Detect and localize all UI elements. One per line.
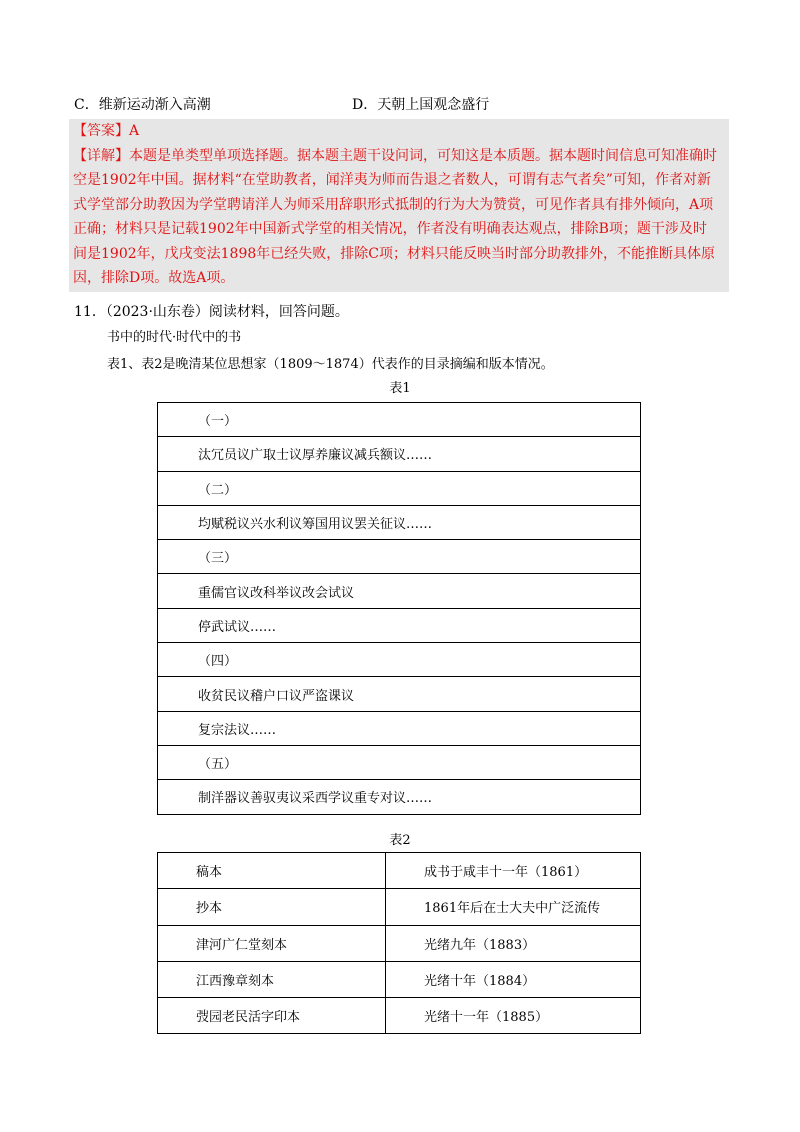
explanation-line: 【详解】本题是单类型单项选择题。据本题主题干设问词，可知这是本质题。据本题时间信息可知准确时 bbox=[73, 147, 717, 164]
question-subtitle: 书中的时代·时代中的书 bbox=[107, 330, 242, 345]
edition-cell: 弢园老民活字印本 bbox=[158, 998, 386, 1034]
table-row bbox=[158, 608, 641, 642]
edition-cell: 江西豫章刻本 bbox=[158, 961, 386, 997]
explanation-line: 因，排除D项。故选A项。 bbox=[73, 270, 235, 286]
table-row bbox=[158, 437, 641, 471]
table2-caption: 表2 bbox=[389, 833, 411, 848]
table-cell: （五） bbox=[158, 745, 641, 779]
answer-explanation-box bbox=[69, 119, 729, 292]
table-cell: （一） bbox=[158, 403, 641, 437]
question-intro: 表1、表2是晚清某位思想家（1809～1874）代表作的目录摘编和版本情况。 bbox=[107, 357, 554, 372]
table-cell: （四） bbox=[158, 643, 641, 677]
table-cell: （三） bbox=[158, 540, 641, 574]
explanation-line: 式学堂部分助教因为学堂聘请洋人为师采用辞职形式抵制的行为大为赞赏，可见作者具有排外倾向，A项 bbox=[73, 196, 714, 213]
table-cell: 重儒官议改科举议改会试议 bbox=[158, 574, 641, 608]
table-row bbox=[158, 403, 641, 437]
table-row bbox=[158, 711, 641, 745]
table-row bbox=[158, 471, 641, 505]
table-row bbox=[158, 998, 641, 1034]
question-header: 11．（2023·山东卷）阅读材料，回答问题。 bbox=[74, 304, 349, 320]
table2-editions bbox=[157, 852, 641, 1034]
table-row bbox=[158, 925, 641, 961]
date-cell: 1861年后在士大夫中广泛流传 bbox=[386, 889, 641, 925]
table-row bbox=[158, 853, 641, 889]
table-cell: 汰冗员议广取士议厚养廉议减兵额议…… bbox=[158, 437, 641, 471]
edition-cell: 抄本 bbox=[158, 889, 386, 925]
table-cell: 均赋税议兴水利议筹国用议罢关征议…… bbox=[158, 505, 641, 539]
explanation-line: 间是1902年，戊戌变法1898年已经失败，排除C项；材料只能反映当时部分助教排外，不能推断具体原 bbox=[73, 245, 715, 262]
table1-caption: 表1 bbox=[389, 381, 411, 396]
table-row bbox=[158, 574, 641, 608]
table-row bbox=[158, 677, 641, 711]
table-row bbox=[158, 780, 641, 814]
table-row bbox=[158, 961, 641, 997]
table-cell: 复宗法议…… bbox=[158, 711, 641, 745]
date-cell: 光绪十年（1884） bbox=[386, 961, 641, 997]
date-cell: 光绪十一年（1885） bbox=[386, 998, 641, 1034]
edition-cell: 津河广仁堂刻本 bbox=[158, 925, 386, 961]
answer-line: 【答案】A bbox=[73, 123, 140, 139]
explanation-line: 空是1902年中国。据材料“在堂助教者，闻洋夷为师而告退之者数人，可谓有志气者矣”可知，作者对新 bbox=[73, 172, 711, 188]
table-row bbox=[158, 889, 641, 925]
option-d: D．天朝上国观念盛行 bbox=[352, 97, 490, 113]
answer-options bbox=[74, 94, 734, 116]
table-cell: 收贫民议稽户口议严盗课议 bbox=[158, 677, 641, 711]
date-cell: 成书于咸丰十一年（1861） bbox=[386, 853, 641, 889]
table-row bbox=[158, 745, 641, 779]
table-cell: 制洋器议善驭夷议采西学议重专对议…… bbox=[158, 780, 641, 814]
table-row bbox=[158, 643, 641, 677]
edition-cell: 稿本 bbox=[158, 853, 386, 889]
table-row bbox=[158, 505, 641, 539]
option-c: C．维新运动渐入高潮 bbox=[74, 97, 211, 113]
table1-contents bbox=[157, 402, 641, 815]
table-row bbox=[158, 540, 641, 574]
table-cell: 停武试议…… bbox=[158, 608, 641, 642]
date-cell: 光绪九年（1883） bbox=[386, 925, 641, 961]
explanation-line: 正确；材料只是记载1902年中国新式学堂的相关情况，作者没有明确表达观点，排除B项；题干涉及时 bbox=[73, 221, 707, 237]
table-cell: （二） bbox=[158, 471, 641, 505]
